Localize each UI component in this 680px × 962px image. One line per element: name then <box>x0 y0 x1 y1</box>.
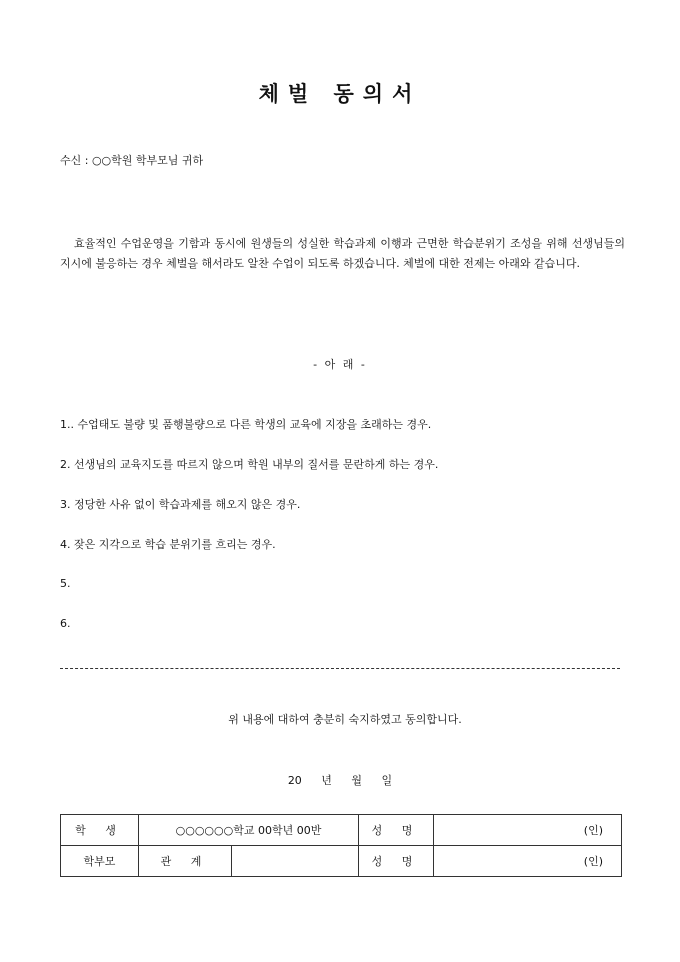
dashed-divider <box>60 668 620 669</box>
confirmation-statement: 위 내용에 대하여 충분히 숙지하였고 동의합니다. <box>228 713 462 726</box>
student-label: 학 생 <box>61 815 139 846</box>
signature-table <box>60 814 622 877</box>
name-label: 성 명 <box>359 815 434 846</box>
list-item: 3. 정당한 사유 없이 학습과제를 해오지 않은 경우. <box>60 498 301 511</box>
list-item: 2. 선생님의 교육지도를 따르지 않으며 학원 내부의 질서를 문란하게 하는 경우. <box>60 458 439 471</box>
date-line: 20 년 월 일 <box>287 774 393 787</box>
parent-name-field[interactable]: (인) <box>434 846 622 877</box>
parent-label: 학부모 <box>61 846 139 877</box>
student-name-field[interactable]: (인) <box>434 815 622 846</box>
student-row <box>61 815 622 846</box>
list-item: 4. 잦은 지각으로 학습 분위기를 흐리는 경우. <box>60 538 276 551</box>
relation-field[interactable] <box>232 846 359 877</box>
relation-label: 관 계 <box>139 846 232 877</box>
parent-row <box>61 846 622 877</box>
intro-text: 효율적인 수업운영을 기함과 동시에 원생들의 성실한 학습과제 이행과 근면한 학습분위기 조성을 위해 선생님들의 지시에 불응하는 경우 체벌을 해서라도 알찬 수업이 되도록 하겠습니다. 체벌에 대한 전제는 아래와 같습니다. <box>60 237 625 270</box>
document-title: 체벌 동의서 <box>258 81 422 106</box>
list-item: 1.. 수업태도 불량 및 품행불량으로 다른 학생의 교육에 지장을 초래하는 경우. <box>60 418 432 431</box>
list-item: 5. <box>60 577 71 590</box>
intro-paragraph <box>60 234 625 274</box>
list-item: 6. <box>60 617 71 630</box>
student-school-field[interactable]: ○○○○○○학교 00학년 00반 <box>139 815 359 846</box>
parent-name-label: 성 명 <box>359 846 434 877</box>
recipient-line: 수신 : ○○학원 학부모님 귀하 <box>60 154 204 167</box>
below-heading: - 아 래 - <box>313 358 367 371</box>
